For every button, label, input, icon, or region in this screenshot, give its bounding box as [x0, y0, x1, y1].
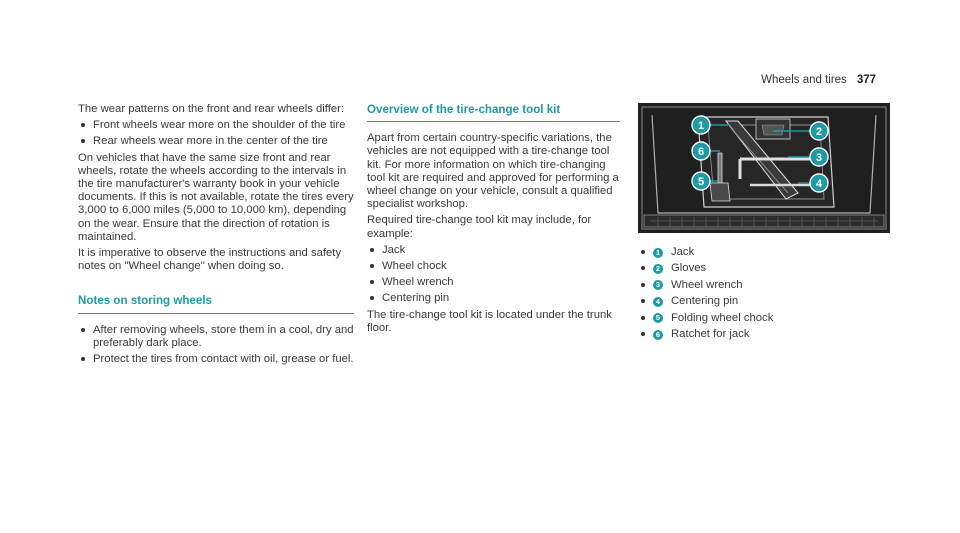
legend-item — [638, 279, 890, 292]
list-item: Rear wheels wear more in the center of the tire — [78, 135, 354, 148]
section-title-toolkit: Overview of the tire-change tool kit — [367, 103, 620, 122]
svg-text:6: 6 — [697, 146, 705, 158]
legend-number-badge: 3 — [653, 280, 663, 290]
svg-text:5: 5 — [697, 176, 705, 188]
svg-text:4: 4 — [815, 178, 823, 190]
legend-number-badge: 4 — [653, 297, 663, 307]
toolkit-illustration — [638, 103, 890, 233]
list-item: After removing wheels, store them in a cool, dry and preferably dark place. — [78, 324, 354, 350]
toolkit-figure — [638, 103, 890, 233]
list-item: Jack — [367, 244, 620, 257]
toolkit-paragraph: Apart from certain country-specific variations, the vehicles are not equipped with a tire-change tool kit. For more information on which tire-changing tool kit are required and approved for performing a wheel change on your vehicle, consult a qualified specialist workshop. — [367, 132, 619, 211]
svg-text:2: 2 — [815, 126, 823, 138]
column-left — [78, 103, 354, 369]
legend-number-badge: 6 — [653, 330, 663, 340]
rotation-paragraph: On vehicles that have the same size front and rear wheels, rotate the wheels according to the intervals in the tire manufacturer's warranty book in your vehicle documents. If this is not available, rotate the tires every 3,000 to 6,000 miles (5,000 to 10,000 km), depending on the wear. Ensure that the direction of rotation is maintained. — [78, 151, 354, 243]
callout-5 — [692, 172, 710, 190]
legend-item — [638, 295, 890, 308]
svg-text:1: 1 — [697, 120, 705, 132]
toolkit-location: The tire-change tool kit is located under the trunk floor. — [367, 308, 612, 334]
legend-label: Gloves — [671, 262, 707, 275]
safety-paragraph: It is imperative to observe the instructions and safety notes on "Wheel change" when doing so. — [78, 247, 342, 273]
page-number: 377 — [856, 74, 876, 86]
storing-list — [78, 324, 354, 367]
svg-text:3: 3 — [815, 152, 823, 164]
legend-label: Ratchet for jack — [671, 327, 750, 340]
list-item: Centering pin — [367, 292, 620, 305]
legend-number-badge: 1 — [653, 248, 663, 258]
callout-1 — [692, 116, 710, 134]
legend-number-badge: 5 — [653, 313, 663, 323]
callout-6 — [692, 142, 710, 160]
legend-label: Jack — [671, 246, 695, 258]
toolkit-required: Required tire-change tool kit may include, for example: — [367, 214, 592, 240]
wear-list — [78, 119, 354, 148]
legend-label: Folding wheel chock — [671, 311, 774, 324]
list-item: Front wheels wear more on the shoulder of the tire — [78, 119, 354, 132]
wear-intro: The wear patterns on the front and rear wheels differ: — [78, 103, 345, 115]
legend-item — [638, 246, 890, 259]
legend-item — [638, 312, 890, 325]
callout-3 — [810, 148, 828, 166]
page-header — [761, 74, 876, 86]
toolkit-list — [367, 244, 620, 306]
legend-label: Wheel wrench — [671, 278, 743, 291]
legend-item — [638, 262, 890, 275]
list-item: Wheel chock — [367, 260, 620, 273]
list-item: Protect the tires from contact with oil, grease or fuel. — [78, 353, 354, 366]
callout-2 — [810, 122, 828, 140]
figure-legend — [638, 246, 890, 341]
list-item: Wheel wrench — [367, 276, 620, 289]
callout-4 — [810, 174, 828, 192]
legend-item — [638, 328, 890, 341]
header-title: Wheels and tires — [761, 74, 847, 86]
section-title-storing: Notes on storing wheels — [78, 294, 354, 313]
legend-number-badge: 2 — [653, 264, 663, 274]
column-middle — [367, 103, 620, 338]
legend-label: Centering pin — [671, 295, 739, 308]
column-right — [638, 103, 890, 344]
